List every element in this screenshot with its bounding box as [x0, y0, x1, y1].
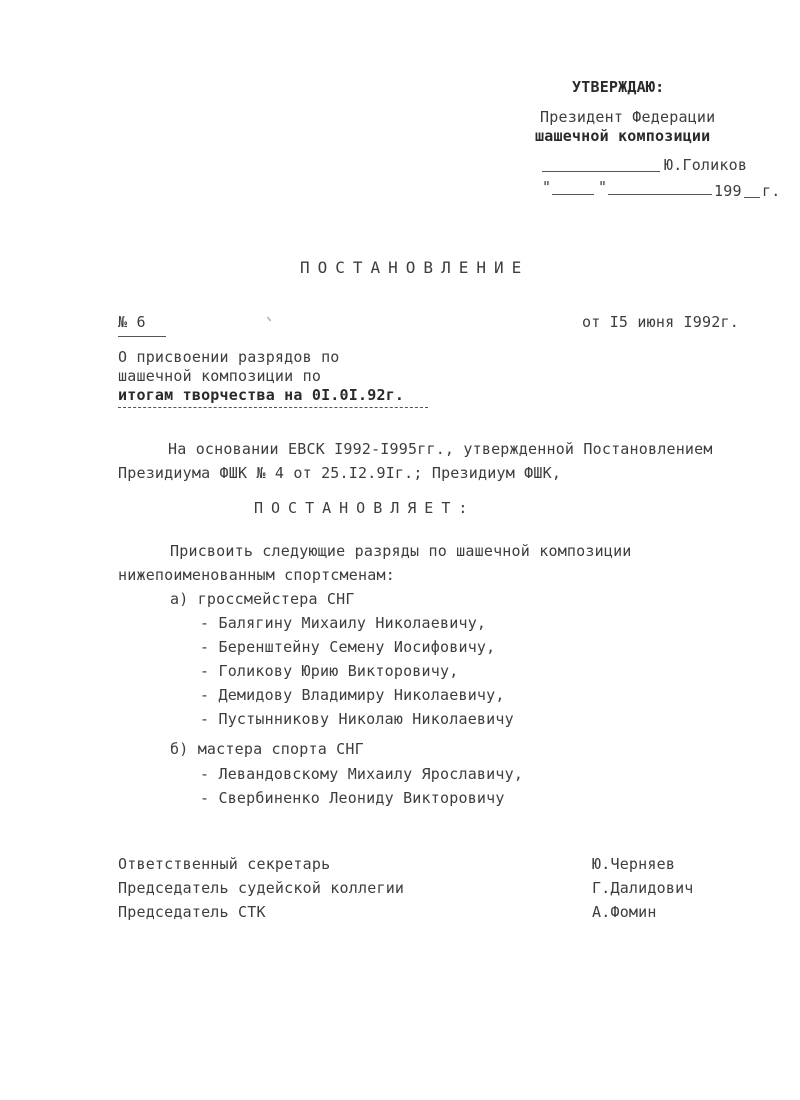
number-underline [118, 336, 166, 337]
intro-line-2: нижепоименованным спортсменам: [118, 566, 395, 584]
subject-underline [118, 407, 428, 408]
date-quote-open: " [542, 178, 552, 196]
date-year: 199 [714, 182, 742, 200]
signature-role: Председатель СТК [118, 903, 266, 921]
subject-line-3: итогам творчества на 0I.0I.92г. [118, 386, 405, 404]
intro-line-1: Присвоить следующие разряды по шашечной композиции [170, 542, 632, 560]
section-b-item: - Левандовскому Михаилу Ярославичу, [200, 765, 524, 783]
section-a-item: - Пустынникову Николаю Николаевичу [200, 710, 514, 728]
resolves-heading: ПОСТАНОВЛЯЕТ: [254, 499, 476, 517]
signature-role: Ответственный секретарь [118, 855, 331, 873]
section-b-item: - Свербиненко Леониду Викторовичу [200, 789, 505, 807]
section-b-heading: б) мастера спорта СНГ [170, 740, 364, 758]
document-number: № 6 [118, 313, 146, 331]
section-a-heading: а) гроссмейстера СНГ [170, 590, 355, 608]
document-title: ПОСТАНОВЛЕНИЕ [300, 258, 530, 277]
document-date: от I5 июня I992г. [582, 313, 739, 331]
subject-line-1: О присвоении разрядов по [118, 348, 340, 366]
approval-role-line1: Президент Федерации [540, 108, 716, 126]
section-a-item: - Голикову Юрию Викторовичу, [200, 662, 459, 680]
paper-speck [266, 316, 271, 322]
signature-name: Г.Далидович [592, 879, 694, 897]
signature-role: Председатель судейской коллегии [118, 879, 405, 897]
section-a-item: - Балягину Михаилу Николаевичу, [200, 614, 487, 632]
date-year-line [744, 197, 760, 198]
approval-role-line2: шашечной композиции [535, 127, 711, 145]
signature-line [542, 171, 660, 172]
subject-line-2: шашечной композиции по [118, 367, 322, 385]
date-quote-close: " [598, 178, 608, 196]
section-a-item: - Беренштейну Семену Иосифовичу, [200, 638, 496, 656]
section-a-item: - Демидову Владимиру Николаевичу, [200, 686, 505, 704]
date-month-line [608, 194, 712, 195]
signature-name: Ю.Черняев [592, 855, 676, 873]
date-day-line [552, 194, 594, 195]
basis-line-1: На основании ЕВСК I992-I995гг., утвержденной Постановлением [168, 440, 713, 458]
approval-heading: УТВЕРЖДАЮ: [572, 78, 665, 96]
date-year-suffix: г. [762, 182, 781, 200]
approval-signature-name: Ю.Голиков [664, 156, 748, 174]
signature-name: А.Фомин [592, 903, 657, 921]
basis-line-2: Президиума ФШК № 4 от 25.I2.9Iг.; Президиум ФШК, [118, 464, 562, 482]
